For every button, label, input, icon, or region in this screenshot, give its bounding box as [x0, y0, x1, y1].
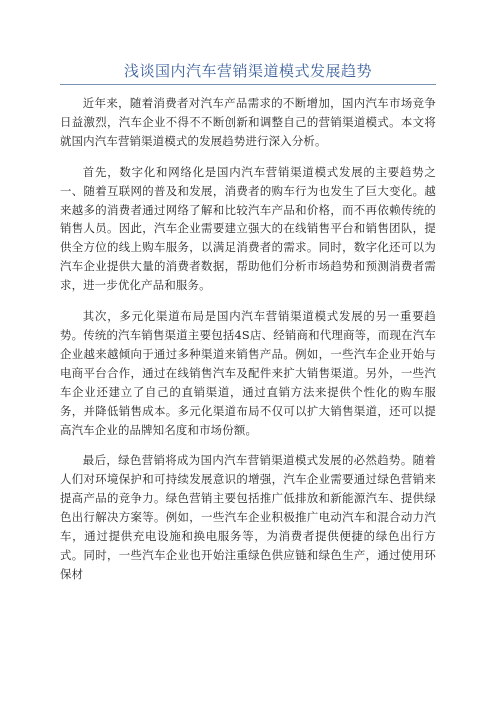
title-underline: [60, 84, 436, 85]
paragraph-intro: 近年来，随着消费者对汽车产品需求的不断增加，国内汽车市场竞争日益激烈，汽车企业不得不不断创新和调整自己的营销渠道模式。本文将就国内汽车营销渠道模式的发展趋势进行深入分析。: [60, 96, 436, 148]
paragraph-multichannel: 其次，多元化渠道布局是国内汽车营销渠道模式发展的另一重要趋势。传统的汽车销售渠道主要包括4S店、经销商和代理商等，而现在汽车企业越来越倾向于通过多种渠道来销售产品。例如，一些汽车企业开始与电商平台合作，通过在线销售汽车及配件来扩大销售渠道。另外，一些汽车企业还建立了自己的直销渠道，通过直销方法来提供个性化的购车服务，并降低销售成本。多元化渠道布局不仅可以扩大销售渠道，还可以提高汽车企业的品牌知名度和市场份额。: [60, 309, 436, 437]
document-body: [60, 94, 436, 596]
document-title: 浅谈国内汽车营销渠道模式发展趋势: [123, 62, 372, 80]
paragraph-green-marketing: 最后，绿色营销将成为国内汽车营销渠道模式发展的必然趋势。随着人们对环境保护和可持续发展意识的增强，汽车企业需要通过绿色营销来提高产品的竞争力。绿色营销主要包括推广低排放和新能源汽车、提供绿色出行解决方案等。例如，一些汽车企业积极推广电动汽车和混合动力汽车，通过提供充电设施和换电服务等，为消费者提供便捷的绿色出行方式。同时，一些汽车企业也开始注重绿色供应链和绿色生产，通过使用环保材: [60, 453, 436, 581]
paragraph-digitalization: 首先，数字化和网络化是国内汽车营销渠道模式发展的主要趋势之一、随着互联网的普及和发展，消费者的购车行为也发生了巨大变化。越来越多的消费者通过网络了解和比较汽车产品和价格，而不再依赖传统的销售人员。因此，汽车企业需要建立强大的在线销售平台和销售团队，提供全方位的线上购车服务，以满足消费者的需求。同时，数字化还可以为汽车企业提供大量的消费者数据，帮助他们分析市场趋势和预测消费者需求，进一步优化产品和服务。: [60, 164, 436, 293]
